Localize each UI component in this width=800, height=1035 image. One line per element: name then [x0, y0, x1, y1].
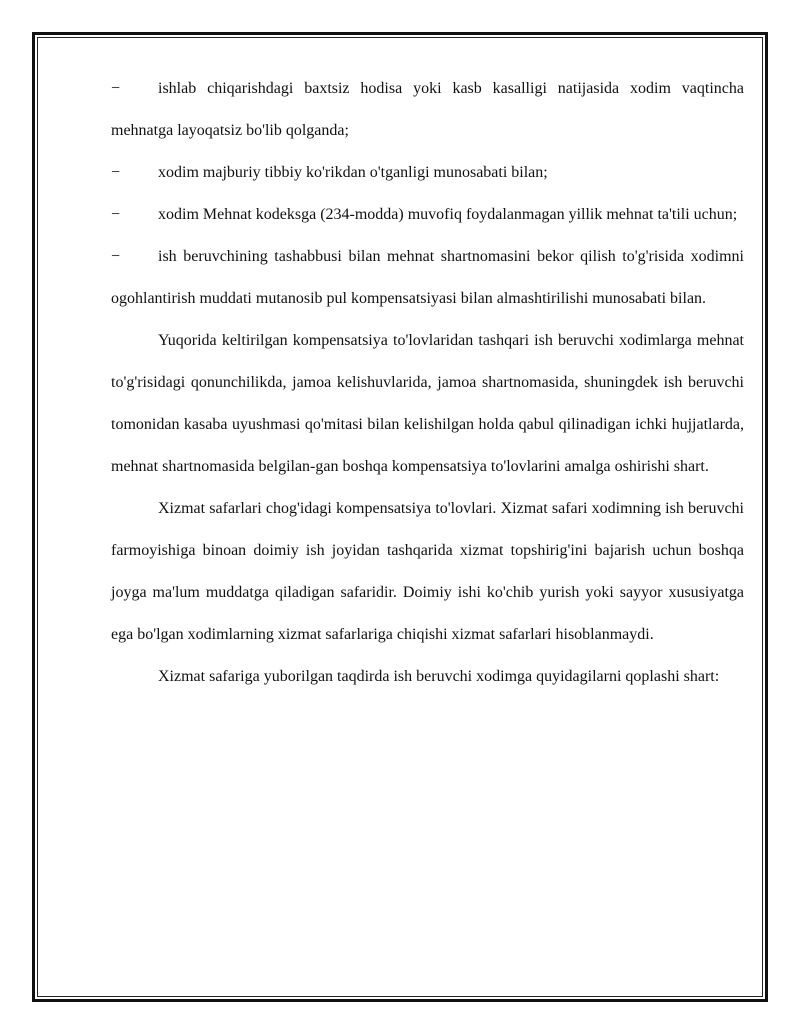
bullet-text: xodim majburiy tibbiy ko'rikdan o'tganligi munosabati bilan;	[158, 164, 548, 181]
bullet-text: ishlab chiqarishdagi baxtsiz hodisa yoki kasb kasalligi natijasida xodim vaqtincha mehnatga layoqatsiz bo'lib qolganda;	[111, 80, 744, 139]
bullet-dash: −	[111, 164, 121, 181]
bullet-item	[111, 152, 744, 194]
bullet-dash: −	[111, 80, 121, 97]
bullet-item	[111, 68, 744, 152]
bullet-item	[111, 236, 744, 320]
bullet-dash: −	[111, 248, 121, 265]
paragraph: Yuqorida keltirilgan kompensatsiya to'lovlaridan tashqari ish beruvchi xodimlarga mehnat to'g'risidagi qonunchilikda, jamoa kelishuvlarida, jamoa shartnomasida, shuningdek ish beruvchi tomonidan kasaba uyushmasi qo'mitasi bilan kelishilgan holda qabul qilinadigan ichki hujjatlarda, mehnat shartnomasida belgilan-gan boshqa kompensatsiya to'lovlarini amalga oshirishi shart.	[111, 332, 744, 475]
bullet-text: ish beruvchining tashabbusi bilan mehnat shartnomasini bekor qilish to'g'risida xodimni ogohlantirish muddati mutanosib pul kompensatsiyasi bilan almashtirilishi munosabati bilan.	[111, 248, 744, 307]
document-body	[111, 68, 744, 698]
bullet-dash: −	[111, 206, 121, 223]
bullet-item	[111, 194, 744, 236]
paragraph: Xizmat safarlari chog'idagi kompensatsiya to'lovlari. Xizmat safari xodimning ish beruvchi farmoyishiga binoan doimiy ish joyidan tashqarida xizmat topshirig'ini bajarish uchun boshqa joyga ma'lum muddatga qiladigan safaridir. Doimiy ishi ko'chib yurish yoki sayyor xususiyatga ega bo'lgan xodimlarning xizmat safarlariga chiqishi xizmat safarlari hisoblanmaydi.	[111, 500, 744, 643]
bullet-text: xodim Mehnat kodeksga (234-modda) muvofiq foydalanmagan yillik mehnat ta'tili uchun;	[158, 206, 738, 223]
paragraph: Xizmat safariga yuborilgan taqdirda ish beruvchi xodimga quyidagilarni qoplashi shart:	[158, 668, 720, 685]
